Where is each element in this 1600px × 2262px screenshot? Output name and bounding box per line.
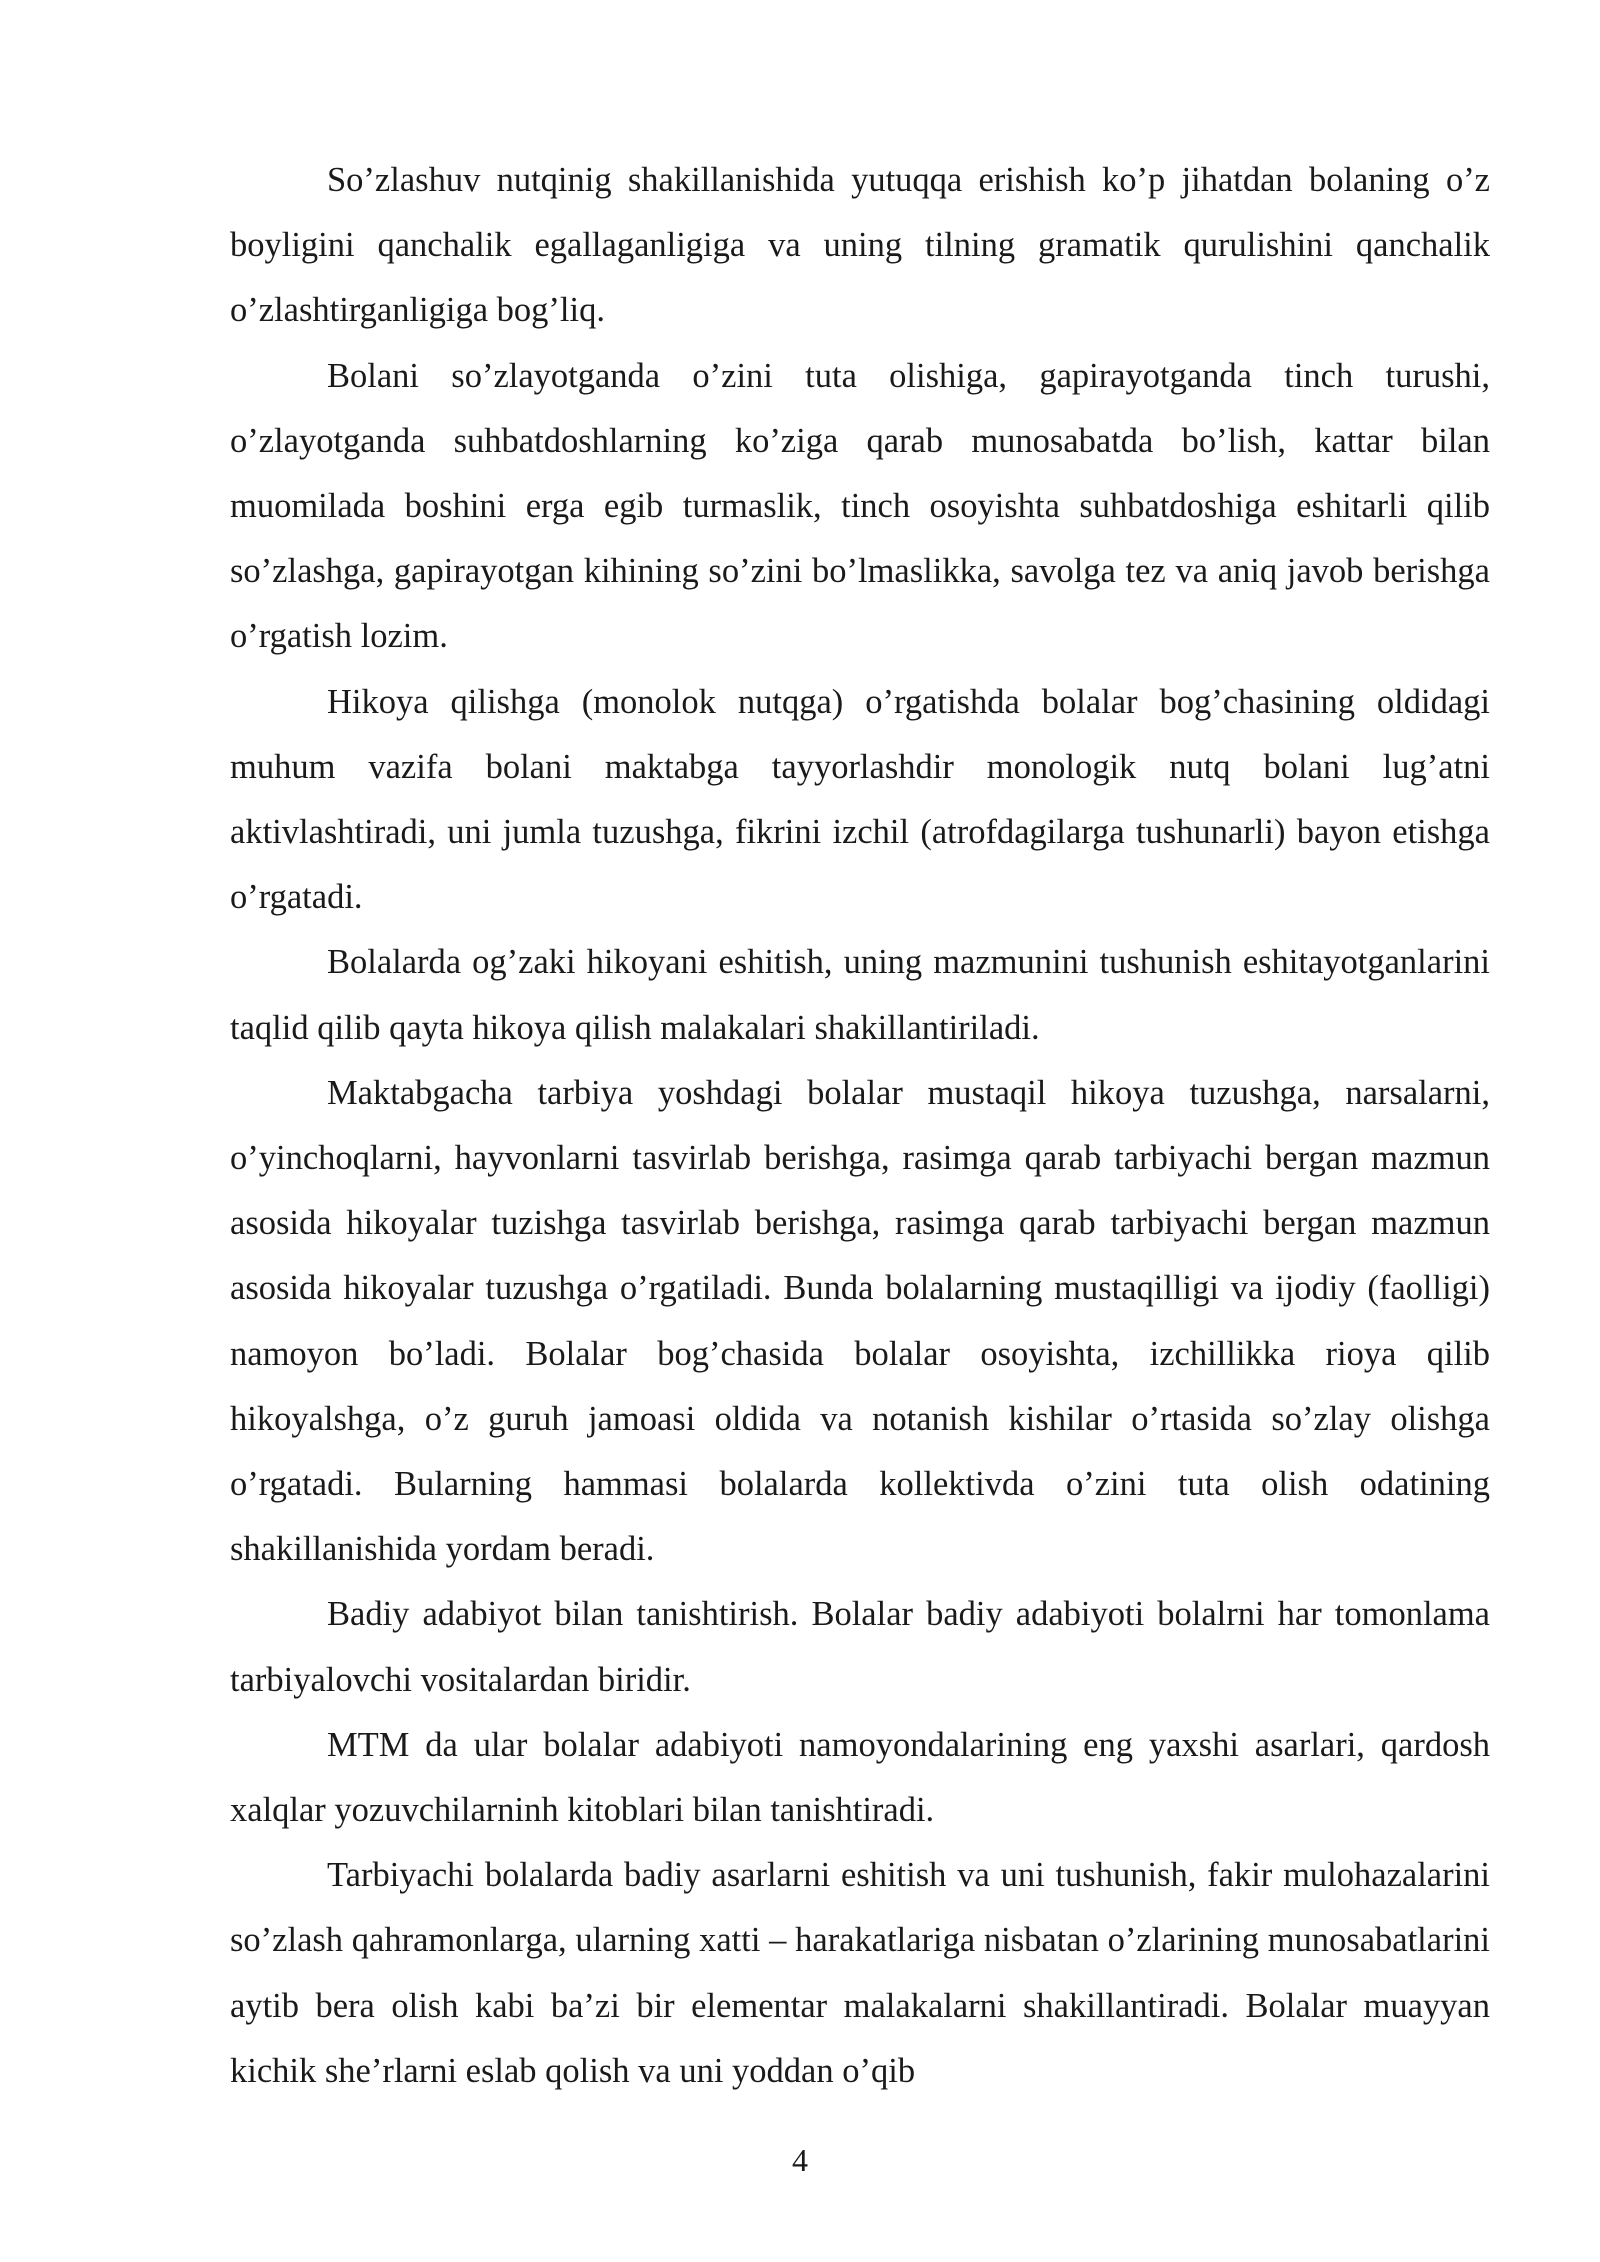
paragraph-4: Bolalarda og’zaki hikoyani eshitish, uning mazmunini tushunish eshitayotganlarini taqlid qilib qayta hikoya qilish malakalari shakillantiriladi. bbox=[230, 943, 1490, 1047]
paragraph-1: So’zlashuv nutqinig shakillanishida yutuqqa erishish ko’p jihatdan bolaning o’z boyligini qanchalik egallaganligiga va uning tilning gramatik qurulishini qanchalik o’zlashtirganligiga bog’liq. bbox=[230, 161, 1490, 330]
paragraph-8: Tarbiyachi bolalarda badiy asarlarni eshitish va uni tushunish, fakir mulohazalarini so’zlash qahramonlarga, ularning xatti – harakatlariga nisbatan o’zlarining munosabatlarini aytib bera olish kabi ba’zi bir elementar malakalarni shakillantiradi. Bolalar muayyan kichik she’rlarni eslab qolish va uni yoddan o’qib bbox=[230, 1856, 1490, 2090]
page-number: 4 bbox=[792, 2142, 808, 2178]
paragraph-5: Maktabgacha tarbiya yoshdagi bolalar mustaqil hikoya tuzushga, narsalarni, o’yinchoqlarni, hayvonlarni tasvirlab berishga, rasimga qarab tarbiyachi bergan mazmun asosida hikoyalar tuzishga tasvirlab berishga, rasimga qarab tarbiyachi bergan mazmun asosida hikoyalar tuzushga o’rgatiladi. Bunda bolalarning mustaqilligi va ijodiy (faolligi) namoyon bo’ladi. Bolalar bog’chasida bolalar osoyishta, izchillikka rioya qilib hikoyalshga, o’z guruh jamoasi oldida va notanish kishilar o’rtasida so’zlay olishga o’rgatadi. Bularning hammasi bolalarda kollektivda o’zini tuta olish odatining shakillanishida yordam beradi. bbox=[230, 1073, 1490, 1569]
paragraph-3: Hikoya qilishga (monolok nutqga) o’rgatishda bolalar bog’chasining oldidagi muhum vazifa bolani maktabga tayyorlashdir monologik nutq bolani lug’atni aktivlashtiradi, uni jumla tuzushga, fikrini izchil (atrofdagilarga tushunarli) bayon etishga o’rgatadi. bbox=[230, 682, 1490, 917]
paragraph-2: Bolani so’zlayotganda o’zini tuta olishiga, gapirayotganda tinch turushi, o’zlayotganda suhbatdoshlarning ko’ziga qarab munosabatda bo’lish, kattar bilan muomilada boshini erga egib turmaslik, tinch osoyishta suhbatdoshiga eshitarli qilib so’zlashga, gapirayotgan kihining so’zini bo’lmaslikka, savolga tez va aniq javob berishga o’rgatish lozim. bbox=[230, 356, 1490, 656]
paragraph-6: Badiy adabiyot bilan tanishtirish. Bolalar badiy adabiyoti bolalrni har tomonlama tarbiyalovchi vositalardan biridir. bbox=[230, 1595, 1490, 1699]
paragraph-7: MTM da ular bolalar adabiyoti namoyondalarining eng yaxshi asarlari, qardosh xalqlar yozuvchilarninh kitoblari bilan tanishtiradi. bbox=[230, 1725, 1490, 1830]
document-body bbox=[230, 148, 1490, 2104]
